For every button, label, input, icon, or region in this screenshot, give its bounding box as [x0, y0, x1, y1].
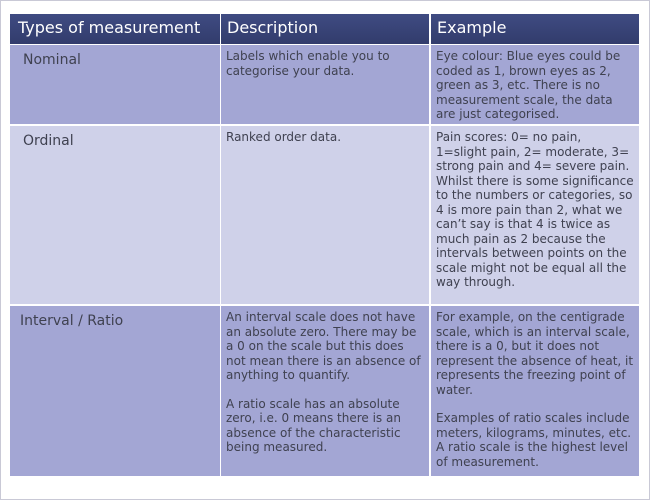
- header-description: Description: [221, 14, 429, 44]
- cell-description: [221, 45, 429, 124]
- description-text: Labels which enable you to categorise your data.: [226, 49, 390, 78]
- cell-description: [221, 126, 429, 304]
- example-text: For example, on the centigrade scale, which is an interval scale, there is a 0, but it does not represent the absence of heat, it represents the freezing point of water.: [436, 310, 634, 397]
- description-text: An interval scale does not have an absolute zero. There may be a 0 on the scale but this does not mean there is an absence of anything to quantify.: [226, 310, 421, 382]
- cell-type: Ordinal: [10, 126, 220, 304]
- cell-description: [221, 306, 429, 476]
- example-text: Pain scores: 0= no pain, 1=slight pain, 2= moderate, 3= strong pain and 4= severe pain. Whilst there is some significance to the numbers or categories, so 4 is more pain than 2, what we can’t say is that 4 is twice as much pain as 2 because the intervals between points on the scale might not be equal all the way through.: [436, 130, 634, 289]
- cell-type: Nominal: [10, 45, 220, 124]
- example-text: Examples of ratio scales include meters, kilograms, minutes, etc. A ratio scale is the highest level of measurement.: [436, 411, 632, 469]
- cell-example: [431, 45, 639, 124]
- cell-example: [431, 126, 639, 304]
- example-text: Eye colour: Blue eyes could be coded as 1, brown eyes as 2, green as 3, etc. There is no measurement scale, the data are just categorised.: [436, 49, 621, 121]
- description-text: A ratio scale has an absolute zero, i.e. 0 means there is an absence of the characteristic being measured.: [226, 396, 401, 454]
- table-row: [10, 45, 639, 124]
- cell-type: Interval / Ratio: [10, 306, 220, 476]
- table-header-row: [10, 14, 639, 44]
- description-text: Ranked order data.: [226, 130, 342, 144]
- table-row: [10, 306, 639, 476]
- header-example: Example: [431, 14, 639, 44]
- table-row: [10, 126, 639, 304]
- header-types-of-measurement: Types of measurement: [10, 14, 220, 44]
- cell-example: [431, 306, 639, 476]
